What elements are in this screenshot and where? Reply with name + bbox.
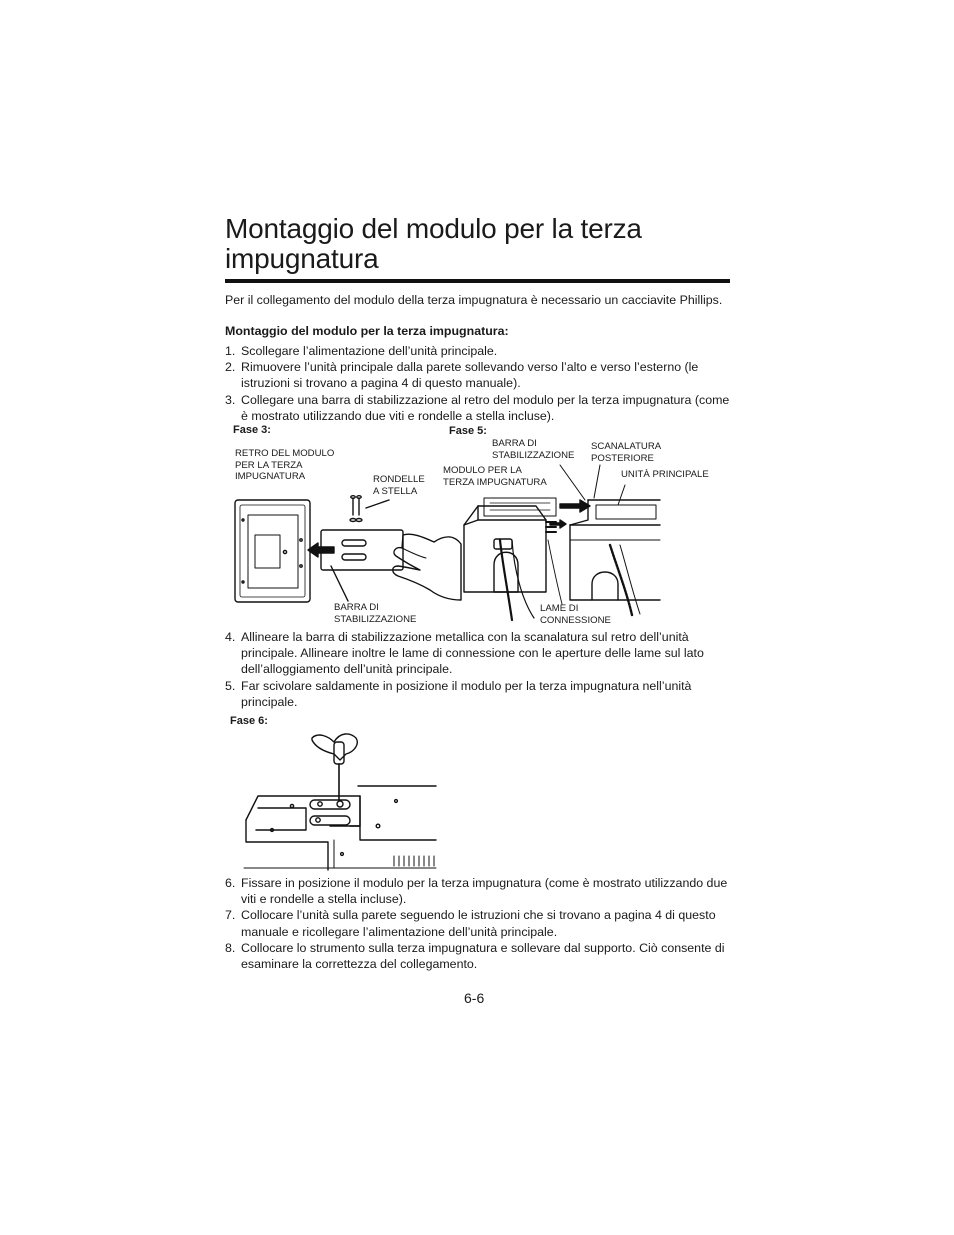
intro-text: Per il collegamento del modulo della terza impugnatura è necessario un cacciavite Phillips. [225,293,723,307]
step-number: 1. [225,344,236,358]
step-text: Collocare l’unità sulla parete seguendo le istruzioni che si trovano a pagina 4 di questo manuale e ricollegare l’alimentazione dell’unità principale. [241,908,716,939]
step-text: Rimuovere l’unità principale dalla parete sollevando verso l’alto e verso l’esterno (le istruzioni si trovano a pagina 4 di questo manuale). [241,360,699,391]
step-number: 2. [225,360,236,375]
fig3-caption-module-back: RETRO DEL MODULO PER LA TERZA IMPUGNATURA [235,448,335,482]
step-number: 7. [225,908,236,923]
fig6-label: Fase 6: [230,715,268,727]
step-number: 3. [225,392,236,407]
page-number: 6-6 [464,990,485,1006]
fig5-caption-main-unit: UNITÀ PRINCIPALE [621,469,709,480]
fig3-label: Fase 3: [233,424,271,436]
fig5-caption-bar: BARRA DI STABILIZZAZIONE [492,438,575,461]
step-number: 5. [225,678,236,693]
step-text: Fissare in posizione il modulo per la terza impugnatura (come è mostrato utilizzando due viti e rondelle a stella incluse). [241,876,728,907]
fig3-caption-bar: BARRA DI STABILIZZAZIONE [334,602,417,625]
steps-list-c [225,875,730,972]
fig5-caption-module: MODULO PER LA TERZA IMPUGNATURA [443,465,547,488]
fig5-label: Fase 5: [449,425,487,437]
step-text: Allineare la barra di stabilizzazione metallica con la scanalatura sul retro dell’unità principale. Allineare inoltre le lame di connessione con le aperture delle lame sul lato dell’alloggiamento dell’unità principale. [241,630,704,677]
fig5-caption-blades: LAME DI CONNESSIONE [540,603,611,626]
step-text: Far scivolare saldamente in posizione il modulo per la terza impugnatura nell’unità principale. [241,678,692,709]
step-7 [225,907,730,939]
step-6 [225,875,730,907]
section-subhead: Montaggio del modulo per la terza impugnatura: [225,324,509,338]
step-number: 8. [225,940,236,955]
step-number: 6. [225,876,236,890]
step-text: Collocare lo strumento sulla terza impugnatura e sollevare dal supporto. Ciò consente di esaminare la correttezza del collegamento. [241,940,725,972]
fig3-caption-washers: RONDELLE A STELLA [373,474,425,497]
step-text: Scollegare l’alimentazione dell’unità principale. [241,344,498,358]
fig5-caption-groove: SCANALATURA POSTERIORE [591,441,662,464]
step-number: 4. [225,630,236,644]
step-text: Collegare una barra di stabilizzazione al retro del modulo per la terza impugnatura (come è mostrato utilizzando due viti e rondelle a stella incluse). [241,392,730,423]
step-8 [225,940,730,972]
page-title: Montaggio del modulo per la terza impugnatura [225,213,642,274]
module-plate [246,820,328,870]
